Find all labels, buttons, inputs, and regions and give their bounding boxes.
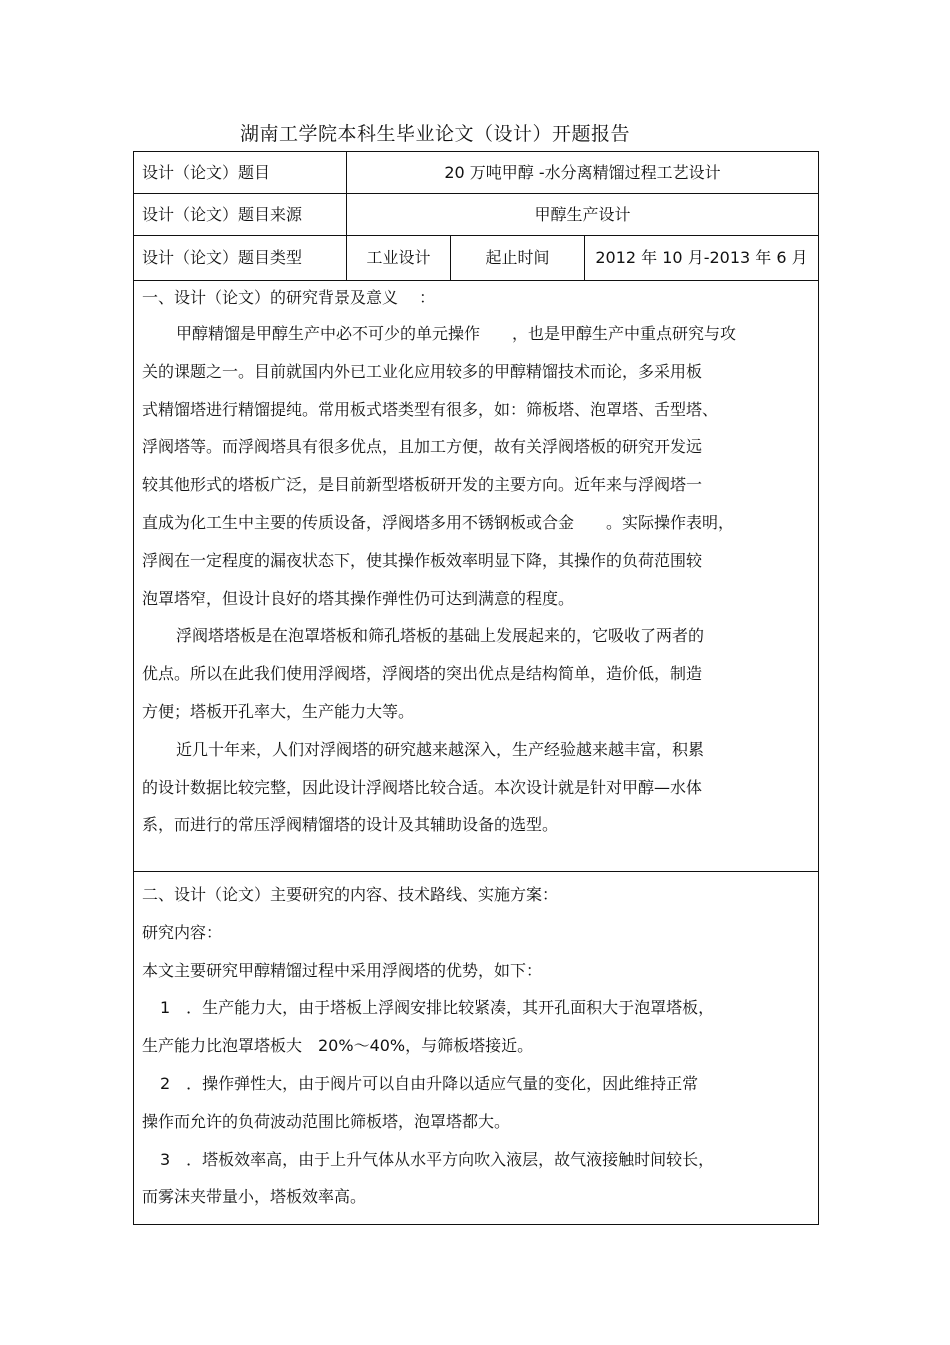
list-item-2-line2: 操作而允许的负荷波动范围比筛板塔，泡罩塔都大。 — [142, 1111, 511, 1131]
list-item-3-line1: 3 ．塔板效率高，由于上升气体从水平方向吹入液层，故气液接触时间较长， — [160, 1149, 715, 1169]
section1-heading: 一、设计（论文）的研究背景及意义 ： — [142, 288, 436, 307]
section1-cell — [134, 281, 819, 872]
section2-cell — [134, 872, 819, 1225]
type-row — [134, 236, 819, 281]
body-line: 浮阀塔等。而浮阀塔具有很多优点，且加工方便，故有关浮阀塔板的研究开发远 — [142, 437, 703, 457]
source-row — [134, 194, 819, 236]
body-line: 系，而进行的常压浮阀精馏塔的设计及其辅助设备的选型。 — [142, 815, 559, 835]
list-item-1-line2: 生产能力比泡罩塔板大 20%～40%，与筛板塔接近。 — [142, 1036, 534, 1056]
source-value: 甲醇生产设计 — [347, 194, 819, 236]
section2-heading: 二、设计（论文）主要研究的内容、技术路线、实施方案： — [142, 885, 559, 904]
body-line: 浮阀在一定程度的漏夜状态下，使其操作板效率明显下降，其操作的负荷范围较 — [142, 550, 703, 570]
list-item-1-line1: 1 ．生产能力大，由于塔板上浮阀安排比较紧凑，其开孔面积大于泡罩塔板， — [160, 998, 715, 1018]
body-line: 近几十年来，人们对浮阀塔的研究越来越深入，生产经验越来越丰富，积累 — [176, 739, 705, 759]
type-label: 设计（论文）题目类型 — [134, 236, 347, 281]
body-line: 式精馏塔进行精馏提纯。常用板式塔类型有很多，如：筛板塔、泡罩塔、舌型塔、 — [142, 399, 719, 419]
body-line: 浮阀塔塔板是在泡罩塔板和筛孔塔板的基础上发展起来的，它吸收了两者的 — [176, 626, 705, 646]
type-value: 工业设计 — [347, 236, 451, 281]
topic-value: 20 万吨甲醇 -水分离精馏过程工艺设计 — [347, 152, 819, 194]
body-line: 甲醇精馏是甲醇生产中必不可少的单元操作 ，也是甲醇生产中重点研究与攻 — [176, 324, 737, 343]
section2-body — [142, 876, 810, 1216]
body-line: 优点。所以在此我们使用浮阀塔，浮阀塔的突出优点是结构简单，造价低，制造 — [142, 664, 703, 684]
section1-body — [142, 315, 810, 844]
body-line: 关的课题之一。目前就国内外已工业化应用较多的甲醇精馏技术而论，多采用板 — [142, 361, 703, 381]
research-content-heading: 研究内容： — [142, 922, 223, 942]
period-label: 起止时间 — [451, 236, 585, 281]
period-value: 2012 年 10 月-2013 年 6 月 — [585, 236, 819, 281]
body-line: 泡罩塔窄，但设计良好的塔其操作弹性仍可达到满意的程度。 — [142, 588, 575, 608]
list-item-2-line1: 2 ．操作弹性大，由于阀片可以自由升降以适应气量的变化，因此维持正常 — [160, 1073, 699, 1093]
list-item-3-line2: 而雾沫夹带量小，塔板效率高。 — [142, 1187, 367, 1207]
section2-row — [134, 872, 819, 1225]
topic-label: 设计（论文）题目 — [134, 152, 347, 194]
body-line: 方便；塔板开孔率大，生产能力大等。 — [142, 701, 415, 721]
report-title: 湖南工学院本科生毕业论文（设计）开题报告 — [239, 123, 630, 145]
section2-intro: 本文主要研究甲醇精馏过程中采用浮阀塔的优势，如下： — [142, 960, 543, 980]
body-line: 较其他形式的塔板广泛，是目前新型塔板研开发的主要方向。近年来与浮阀塔一 — [142, 475, 703, 495]
source-label: 设计（论文）题目来源 — [134, 194, 347, 236]
proposal-form-table — [133, 151, 819, 1225]
body-line: 的设计数据比较完整，因此设计浮阀塔比较合适。本次设计就是针对甲醇—水体 — [142, 777, 703, 797]
body-line: 直成为化工生中主要的传质设备，浮阀塔多用不锈钢板或合金 。实际操作表明， — [142, 512, 735, 532]
topic-row — [134, 152, 819, 194]
section1-row — [134, 281, 819, 872]
